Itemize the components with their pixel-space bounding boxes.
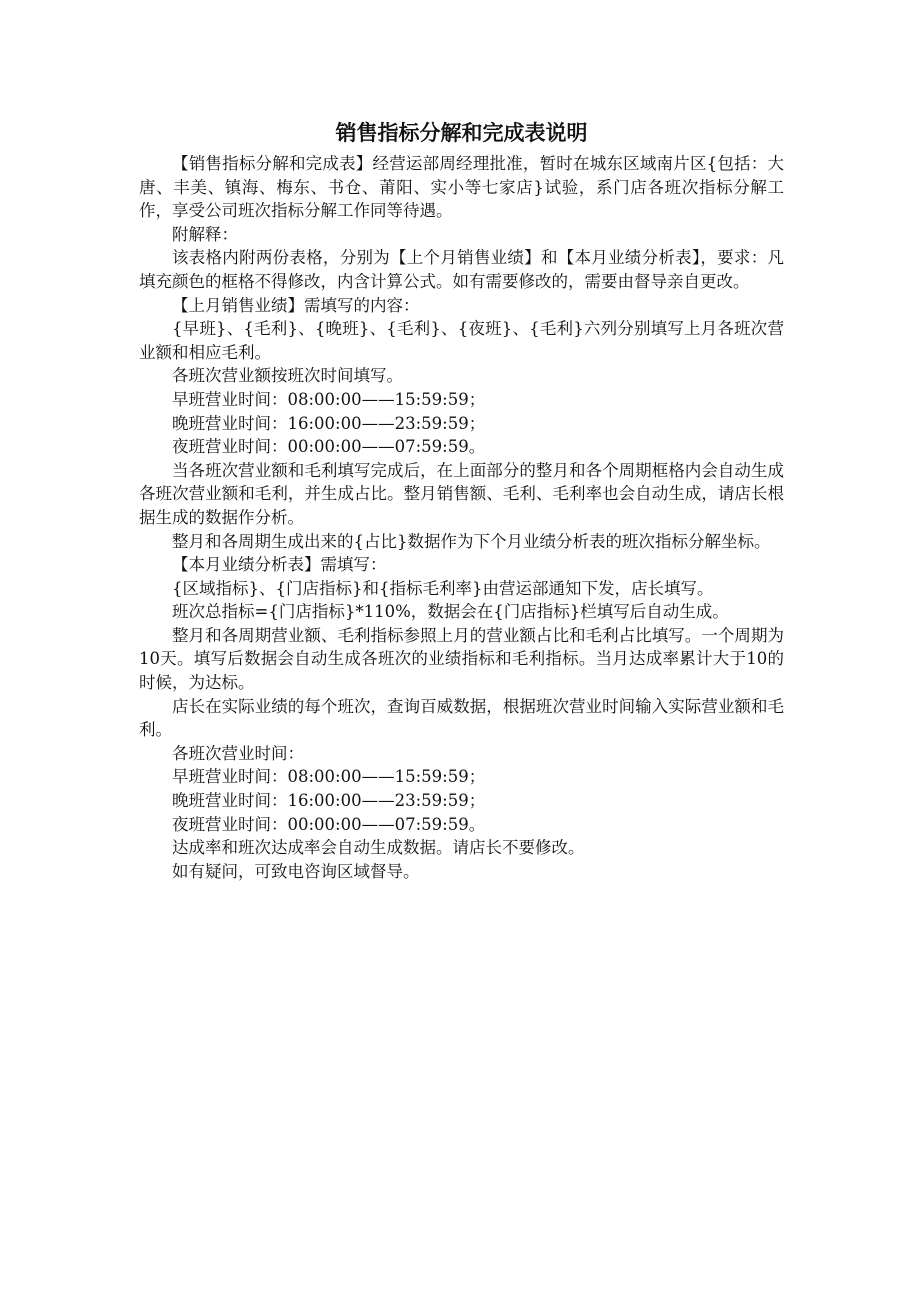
- paragraph-indicator-fields: {区域指标}、{门店指标}和{指标毛利率}由营运部通知下发，店长填写。: [172, 578, 714, 598]
- paragraph-total-indicator-formula: 班次总指标={门店指标}*110%，数据会在{门店指标}栏填写后自动生成。: [172, 602, 729, 622]
- paragraph-shift-fill-rule: 各班次营业额按班次时间填写。: [172, 366, 403, 386]
- paragraph-last-month-heading: 【上月销售业绩】需填写的内容：: [172, 295, 420, 315]
- document-body: [139, 118, 784, 883]
- paragraph-last-month-columns: {早班}、{毛利}、{晚班}、{毛利}、{夜班}、{毛利}六列分别填写上月各班次营业额和相应毛利。: [139, 319, 784, 362]
- paragraph-actual-performance: 店长在实际业绩的每个班次，查询百威数据，根据班次营业时间输入实际营业额和毛利。: [139, 696, 784, 740]
- paragraph-morning-shift-hours: 早班营业时间：08:00:00——15:59:59；: [172, 389, 486, 409]
- paragraph-night-shift-hours-2: 夜班营业时间：00:00:00——07:59:59。: [172, 814, 486, 834]
- paragraph-intro: 【销售指标分解和完成表】经营运部周经理批准，暂时在城东区域南片区{包括：大唐、丰美、镇海、梅东、书仓、莆阳、实小等七家店}试验，系门店各班次指标分解工作，享受公司班次指标分解工作同等待遇。: [139, 154, 784, 221]
- paragraph-auto-generation: 当各班次营业额和毛利填写完成后，在上面部分的整月和各个周期框格内会自动生成各班次营业额和毛利，并生成占比。整月销售额、毛利、毛利率也会自动生成，请店长根据生成的数据作分析。: [139, 460, 784, 527]
- paragraph-evening-shift-hours: 晚班营业时间：16:00:00——23:59:59；: [172, 413, 486, 433]
- document-title: 销售指标分解和完成表说明: [335, 121, 588, 145]
- paragraph-contact-note: 如有疑问，可致电咨询区域督导。: [172, 861, 420, 881]
- paragraph-period-indicators: 整月和各周期营业额、毛利指标参照上月的营业额占比和毛利占比填写。一个周期为10天。填写后数据会自动生成各班次的业绩指标和毛利指标。当月达成率累计大于10的时候，为达标。: [139, 625, 784, 693]
- paragraph-evening-shift-hours-2: 晚班营业时间：16:00:00——23:59:59；: [172, 791, 486, 811]
- paragraph-table-overview: 该表格内附两份表格，分别为【上个月销售业绩】和【本月业绩分析表】，要求：凡填充颜色的框格不得修改，内含计算公式。如有需要修改的，需要由督导亲自更改。: [139, 248, 784, 291]
- paragraph-this-month-heading: 【本月业绩分析表】需填写：: [172, 555, 387, 575]
- paragraph-night-shift-hours: 夜班营业时间：00:00:00——07:59:59。: [172, 437, 486, 457]
- paragraph-morning-shift-hours-2: 早班营业时间：08:00:00——15:59:59；: [172, 767, 486, 787]
- paragraph-achievement-note: 达成率和班次达成率会自动生成数据。请店长不要修改。: [172, 838, 585, 858]
- paragraph-ratio-usage: 整月和各周期生成出来的{占比}数据作为下个月业绩分析表的班次指标分解坐标。: [172, 531, 771, 551]
- paragraph-appendix-heading: 附解释：: [172, 224, 238, 244]
- paragraph-shift-hours-heading: 各班次营业时间：: [172, 743, 304, 763]
